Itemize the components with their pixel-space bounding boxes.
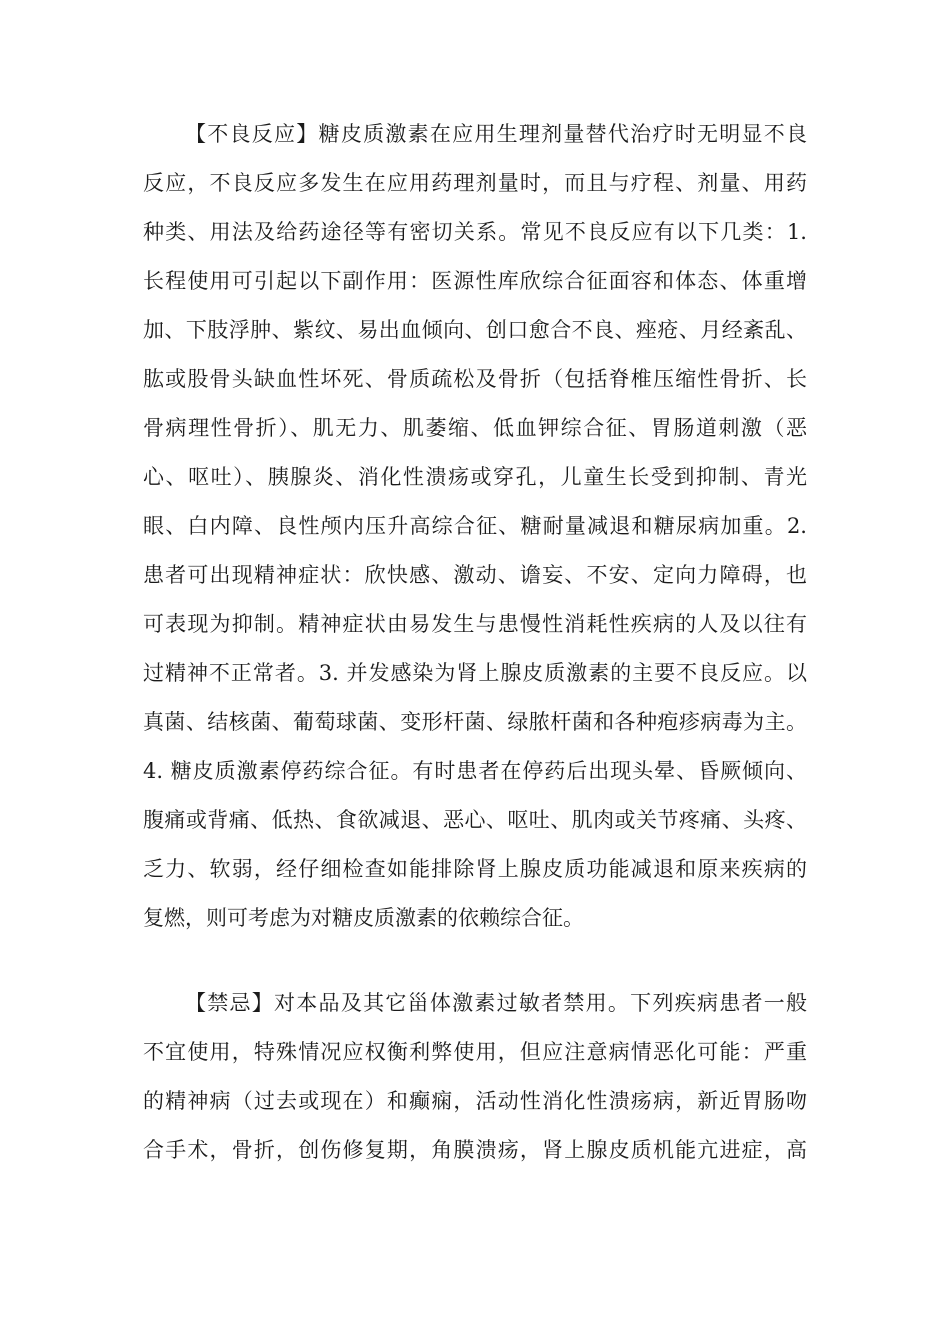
paragraph-line: 可表现为抑制。精神症状由易发生与患慢性消耗性疾病的人及以往有 xyxy=(143,612,807,636)
paragraph-line: 患者可出现精神症状：欣快感、激动、谵妄、不安、定向力障碍，也 xyxy=(143,563,807,587)
paragraph-line: 加、下肢浮肿、紫纹、易出血倾向、创口愈合不良、痤疮、月经紊乱、 xyxy=(143,318,807,342)
paragraph-line: 骨病理性骨折）、肌无力、肌萎缩、低血钾综合征、胃肠道刺激（恶 xyxy=(143,416,807,440)
paragraph-line: 【禁忌】对本品及其它甾体激素过敏者禁用。下列疾病患者一般 xyxy=(185,991,807,1015)
paragraph-line: 合手术，骨折，创伤修复期，角膜溃疡，肾上腺皮质机能亢进症，高 xyxy=(143,1138,807,1162)
paragraph-line: 复燃，则可考虑为对糖皮质激素的依赖综合征。 xyxy=(143,906,584,930)
paragraph-line: 腹痛或背痛、低热、食欲减退、恶心、呕吐、肌肉或关节疼痛、头疼、 xyxy=(143,808,807,832)
paragraph-line: 种类、用法及给药途径等有密切关系。常见不良反应有以下几类：1. xyxy=(143,220,807,244)
paragraph-line: 反应，不良反应多发生在应用药理剂量时，而且与疗程、剂量、用药 xyxy=(143,171,807,195)
paragraph-line: 的精神病（过去或现在）和癫痫，活动性消化性溃疡病，新近胃肠吻 xyxy=(143,1089,807,1113)
paragraph-line: 【不良反应】糖皮质激素在应用生理剂量替代治疗时无明显不良 xyxy=(185,122,807,146)
paragraph-line: 4. 糖皮质激素停药综合征。有时患者在停药后出现头晕、昏厥倾向、 xyxy=(143,759,807,783)
paragraph-line: 真菌、结核菌、葡萄球菌、变形杆菌、绿脓杆菌和各种疱疹病毒为主。 xyxy=(143,710,807,734)
paragraph-line: 长程使用可引起以下副作用：医源性库欣综合征面容和体态、体重增 xyxy=(143,269,807,293)
paragraph-line: 眼、白内障、良性颅内压升高综合征、糖耐量减退和糖尿病加重。2. xyxy=(143,514,807,538)
paragraph-line: 乏力、软弱，经仔细检查如能排除肾上腺皮质功能减退和原来疾病的 xyxy=(143,857,807,881)
paragraph-line: 肱或股骨头缺血性坏死、骨质疏松及骨折（包括脊椎压缩性骨折、长 xyxy=(143,367,807,391)
paragraph-line: 心、呕吐）、胰腺炎、消化性溃疡或穿孔，儿童生长受到抑制、青光 xyxy=(143,465,807,489)
paragraph-line: 过精神不正常者。3. 并发感染为肾上腺皮质激素的主要不良反应。以 xyxy=(143,661,807,685)
paragraph-line: 不宜使用，特殊情况应权衡利弊使用，但应注意病情恶化可能：严重 xyxy=(143,1040,807,1064)
